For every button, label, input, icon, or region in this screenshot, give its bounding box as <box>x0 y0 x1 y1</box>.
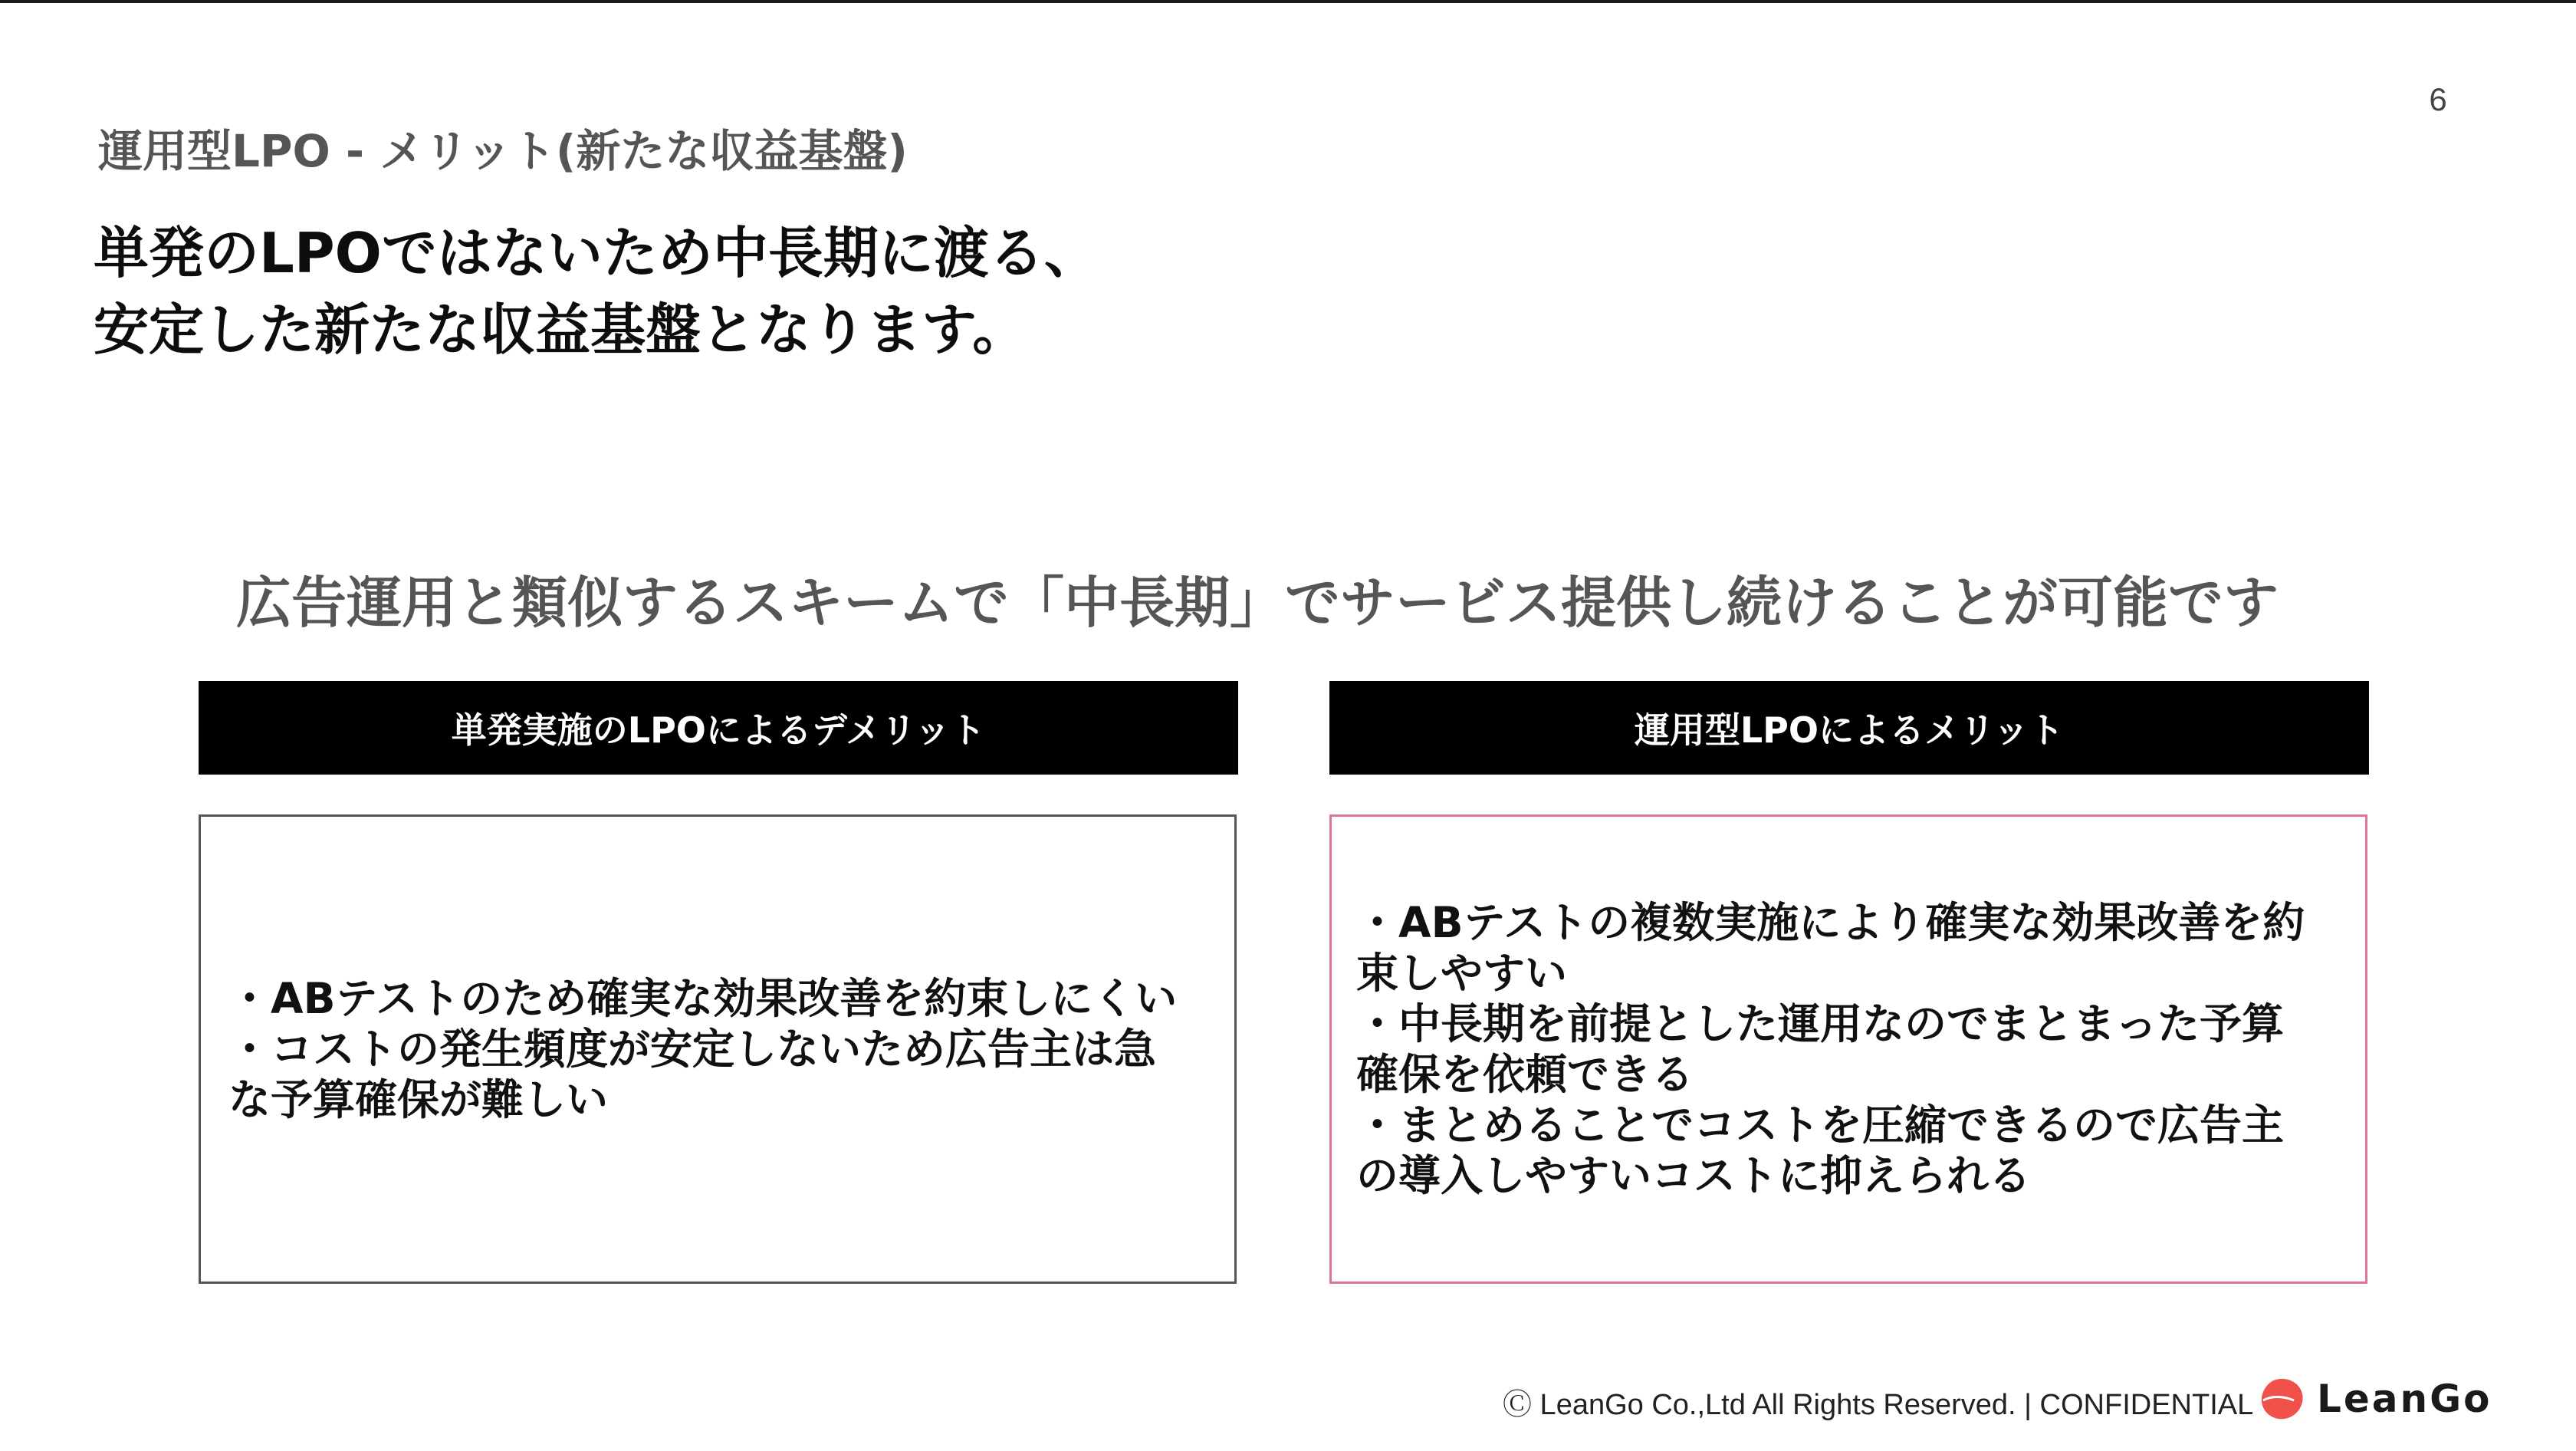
merit-line: 確保を依頼できる <box>1356 1050 1694 1099</box>
section-title: 運用型LPO - メリット(新たな収益基盤) <box>98 125 908 177</box>
page-number: 6 <box>2429 81 2447 117</box>
footer-copyright: Ⓒ LeanGo Co.,Ltd All Rights Reserved. | CONFIDENTIAL <box>1503 1389 2254 1421</box>
headline-line-2: 安定した新たな収益基盤となります。 <box>94 298 1028 362</box>
company-logo <box>2260 1376 2492 1422</box>
logo-text: LeanGo <box>2317 1377 2492 1421</box>
merit-box <box>1329 814 2367 1284</box>
merit-line: ・中長期を前提とした運用なのでまとまった予算 <box>1356 999 2285 1048</box>
demerit-line: な予算確保が難しい <box>228 1075 609 1124</box>
leango-logo-icon <box>2260 1377 2305 1420</box>
headline <box>94 215 1099 368</box>
merit-line: の導入しやすいコストに抑えられる <box>1356 1151 2032 1200</box>
merit-line: ・ABテストの複数実施により確実な効果改善を約 <box>1356 898 2305 947</box>
merit-header: 運用型LPOによるメリット <box>1329 681 2369 775</box>
merit-line: 束しやすい <box>1356 949 1568 998</box>
headline-line-1: 単発のLPOではないため中長期に渡る、 <box>94 221 1099 285</box>
subheading: 広告運用と類似するスキームで「中長期」でサービス提供し続けることが可能です <box>235 571 2279 635</box>
demerit-header: 単発実施のLPOによるデメリット <box>199 681 1238 775</box>
demerit-box <box>199 814 1237 1284</box>
demerit-line: ・ABテストのため確実な効果改善を約束しにくい <box>228 974 1178 1023</box>
merit-line: ・まとめることでコストを圧縮できるので広告主 <box>1356 1101 2285 1150</box>
top-divider <box>0 0 2576 3</box>
demerit-line: ・コストの発生頻度が安定しないため広告主は急 <box>228 1025 1157 1074</box>
